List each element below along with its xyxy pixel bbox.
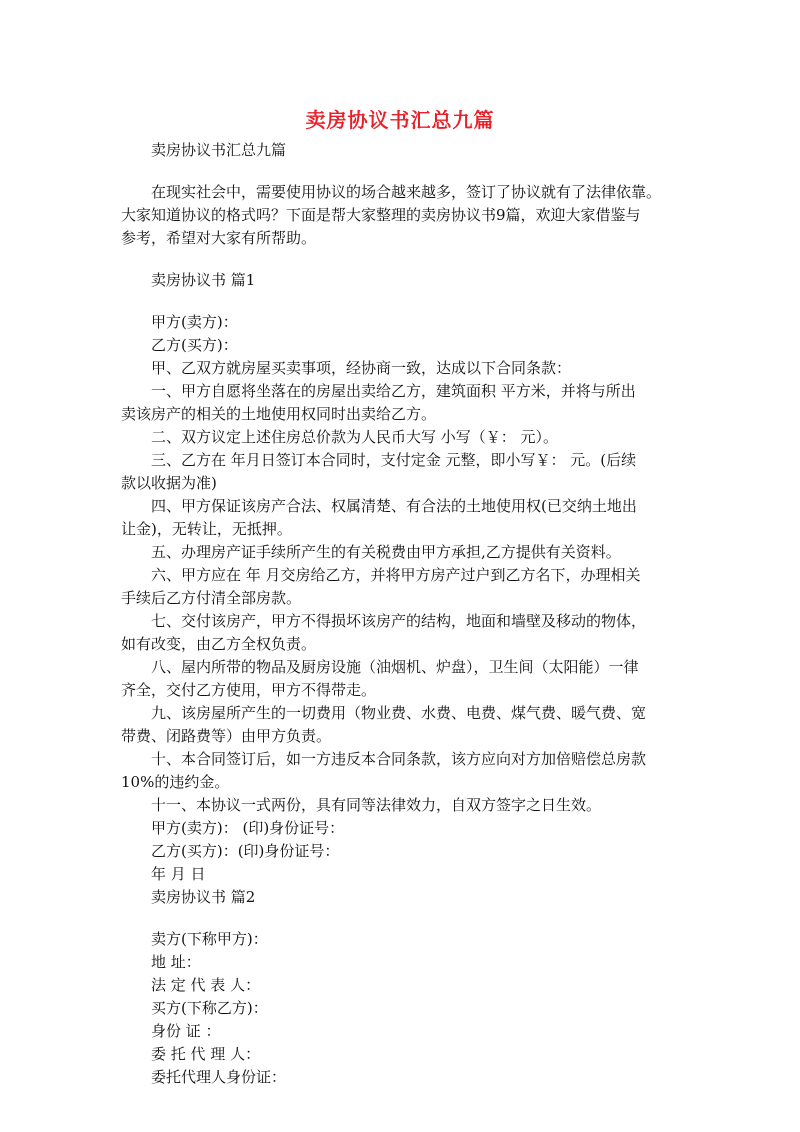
paragraph-line: 六、甲方应在 年 月交房给乙方，并将甲方房产过户到乙方名下，办理相关: [151, 566, 641, 584]
paragraph-line: 在现实社会中，需要使用协议的场合越来越多，签订了协议就有了法律依靠。: [151, 183, 662, 201]
paragraph-line: 10%的违约金。: [121, 773, 230, 791]
section-heading: 卖房协议书 篇2: [151, 888, 256, 906]
paragraph-line: 带费、闭路费等）由甲方负责。: [121, 727, 332, 745]
signature-line: 甲方(卖方)： (印)身份证号：: [151, 819, 345, 837]
doc-subtitle: 卖房协议书汇总九篇: [151, 141, 287, 159]
paragraph-line: 四、甲方保证该房产合法、权属清楚、有合法的土地使用权(已交纳土地出: [151, 497, 637, 515]
paragraph-line: 三、乙方在 年月日签订本合同时，支付定金 元整，即小写￥： 元。(后续: [151, 451, 637, 469]
paragraph-line: 五、办理房产证手续所产生的有关税费由甲方承担,乙方提供有关资料。: [151, 543, 621, 561]
paragraph-line: 法 定 代 表 人：: [151, 976, 261, 994]
paragraph-line: 委 托 代 理 人：: [151, 1045, 261, 1063]
paragraph-line: 参考，希望对大家有所帮助。: [121, 229, 317, 247]
paragraph-line: 买方(下称乙方)：: [151, 999, 268, 1017]
paragraph-line: 地 址：: [151, 953, 201, 971]
paragraph-line: 乙方(买方)：: [151, 336, 238, 354]
paragraph-line: 甲方(卖方)：: [151, 313, 238, 331]
paragraph-line: 手续后乙方付清全部房款。: [121, 589, 302, 607]
paragraph-line: 二、双方议定上述住房总价款为人民币大写 小写（￥： 元）。: [151, 428, 559, 446]
section-heading: 卖房协议书 篇1: [151, 271, 256, 289]
paragraph-line: 款以收据为准): [121, 474, 217, 492]
paragraph-line: 大家知道协议的格式吗？下面是帮大家整理的卖房协议书9篇，欢迎大家借鉴与: [121, 206, 641, 224]
paragraph-line: 卖方(下称甲方)：: [151, 930, 268, 948]
paragraph-line: 卖该房产的相关的土地使用权同时出卖给乙方。: [121, 405, 437, 423]
paragraph-line: 八、屋内所带的物品及厨房设施（油烟机、炉盘），卫生间（太阳能）一律: [151, 658, 639, 676]
paragraph-line: 身份 证 ：: [151, 1022, 221, 1040]
paragraph-line: 一、甲方自愿将坐落在的房屋出卖给乙方，建筑面积 平方米，并将与所出: [151, 382, 636, 400]
paragraph-line: 十一、本协议一式两份，具有同等法律效力，自双方签字之日生效。: [151, 796, 602, 814]
document-title: 卖房协议书汇总九篇: [305, 108, 495, 132]
paragraph-line: 七、交付该房产，甲方不得损坏该房产的结构，地面和墙壁及移动的物体，: [151, 612, 647, 630]
paragraph-line: 九、该房屋所产生的一切费用（物业费、水费、电费、煤气费、暖气费、宽: [151, 704, 647, 722]
paragraph-line: 齐全，交付乙方使用，甲方不得带走。: [121, 681, 377, 699]
paragraph-line: 让金)，无转让，无抵押。: [121, 520, 292, 538]
date-line: 年 月 日: [151, 865, 206, 883]
paragraph-line: 甲、乙双方就房屋买卖事项，经协商一致，达成以下合同条款：: [151, 359, 572, 377]
signature-line: 乙方(买方)：(印)身份证号：: [151, 842, 340, 860]
paragraph-line: 如有改变，由乙方全权负责。: [121, 635, 317, 653]
paragraph-line: 十、本合同签订后，如一方违反本合同条款，该方应向对方加倍赔偿总房款: [151, 750, 647, 768]
paragraph-line: 委托代理人身份证：: [151, 1068, 287, 1086]
